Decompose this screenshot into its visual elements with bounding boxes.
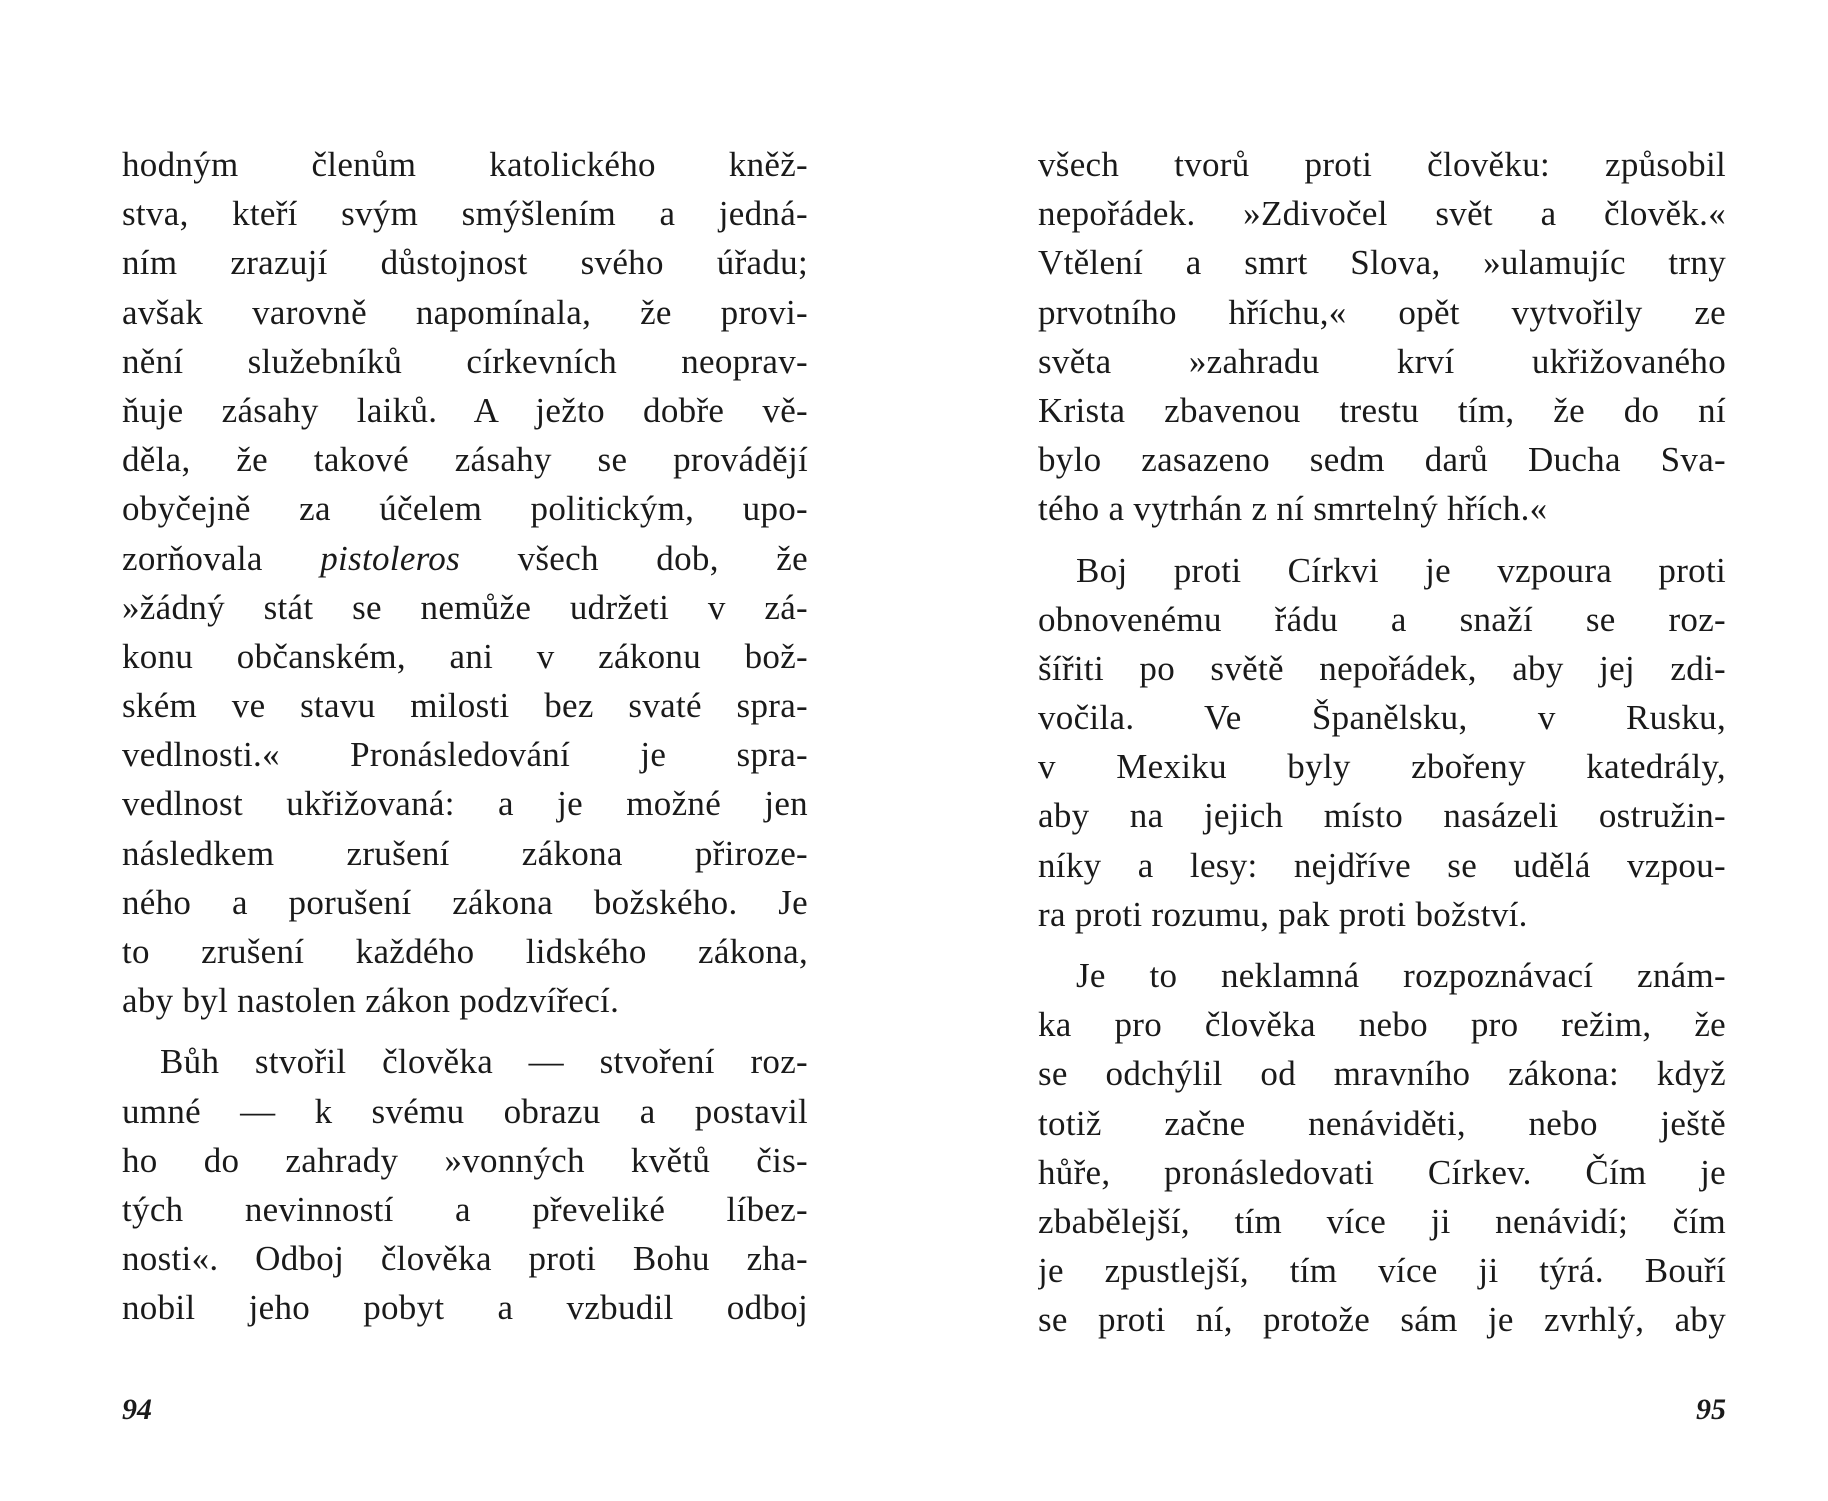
text-line: tých nevinností a převeliké líbez- — [122, 1189, 808, 1229]
text-line — [122, 534, 808, 583]
text-line: hodným členům katolického kněž- — [122, 145, 808, 184]
text-line: konu občanském, ani v zákonu bož- — [122, 636, 808, 676]
text-line: v Mexiku byly zbořeny katedrály, — [1038, 747, 1726, 787]
text-line: obyčejně za účelem politickým, upo- — [122, 489, 808, 529]
text-fragment: zorňovala — [122, 538, 263, 578]
text-line: světa »zahradu krví ukřižovaného — [1038, 341, 1726, 381]
text-line: »žádný stát se nemůže udržeti v zá- — [122, 587, 808, 627]
left-page-text — [122, 140, 808, 1333]
text-line: děla, že takové zásahy se provádějí — [122, 440, 808, 480]
text-line: nění služebníků církevních neoprav- — [122, 341, 808, 381]
text-line: nosti«. Odboj člověka proti Bohu zha- — [122, 1239, 808, 1279]
text-line: ka pro člověka nebo pro režim, že — [1038, 1005, 1726, 1045]
text-line: vedlnosti.« Pronásledování je spra- — [122, 735, 808, 775]
text-fragment: všech dob, že — [517, 538, 808, 578]
text-line: obnovenému řádu a snaží se roz- — [1038, 599, 1726, 639]
text-line: zbabělejší, tím více ji nenávidí; čím — [1038, 1201, 1726, 1241]
text-line: nobil jeho pobyt a vzbudil odboj — [122, 1288, 808, 1328]
page-number: 95 — [1696, 1393, 1726, 1426]
text-line: aby byl nastolen zákon podzvířecí. — [122, 981, 620, 1021]
text-line: Bůh stvořil člověka — stvoření roz- — [160, 1042, 808, 1082]
text-line: tého a vytrhán z ní smrtelný hřích.« — [1038, 489, 1548, 529]
text-line: avšak varovně napomínala, že provi- — [122, 292, 808, 332]
text-line: Boj proti Církvi je vzpoura proti — [1076, 550, 1726, 590]
text-line: stva, kteří svým smýšlením a jedná- — [122, 194, 808, 234]
text-line: to zrušení každého lidského zákona, — [122, 932, 808, 971]
text-line: ného a porušení zákona božského. Je — [122, 882, 808, 922]
text-line: Vtělení a smrt Slova, »ulamujíc trny — [1038, 243, 1726, 283]
text-line: se proti ní, protože sám je zvrhlý, aby — [1038, 1300, 1726, 1340]
text-line: šířiti po světě nepořádek, aby jej zdi- — [1038, 648, 1726, 688]
text-line: se odchýlil od mravního zákona: když — [1038, 1054, 1726, 1094]
text-line: hůře, pronásledovati Církev. Čím je — [1038, 1152, 1726, 1192]
right-page-text — [1038, 140, 1726, 1345]
text-line: nepořádek. »Zdivočel svět a člověk.« — [1038, 194, 1726, 234]
page-number: 94 — [122, 1393, 152, 1426]
text-line: ním zrazují důstojnost svého úřadu; — [122, 243, 808, 283]
text-line: Krista zbavenou trestu tím, že do ní — [1038, 390, 1726, 430]
text-line: prvotního hříchu,« opět vytvořily ze — [1038, 292, 1726, 332]
text-line: Je to neklamná rozpoznávací znám- — [1076, 956, 1726, 995]
text-line: totiž začne nenáviděti, nebo ještě — [1038, 1103, 1726, 1143]
text-line: ho do zahrady »vonných květů čis- — [122, 1140, 808, 1180]
italic-term: pistoleros — [320, 538, 461, 578]
text-line: ra proti rozumu, pak proti božství. — [1038, 894, 1528, 934]
text-line: vedlnost ukřižovaná: a je možné jen — [122, 784, 808, 824]
text-line: vočila. Ve Španělsku, v Rusku, — [1038, 698, 1726, 738]
text-line: níky a lesy: nejdříve se udělá vzpou- — [1038, 845, 1726, 885]
text-line: umné — k svému obrazu a postavil — [122, 1091, 808, 1131]
right-page — [914, 0, 1828, 1501]
text-line: aby na jejich místo nasázeli ostružin- — [1038, 796, 1726, 836]
text-line: je zpustlejší, tím více ji týrá. Bouří — [1038, 1251, 1726, 1291]
text-line: ňuje zásahy laiků. A ježto dobře vě- — [122, 390, 808, 430]
text-line: ském ve stavu milosti bez svaté spra- — [122, 686, 808, 726]
text-line: všech tvorů proti člověku: způsobil — [1038, 145, 1726, 184]
text-line: bylo zasazeno sedm darů Ducha Sva- — [1038, 440, 1726, 480]
text-line: následkem zrušení zákona přiroze- — [122, 833, 808, 873]
